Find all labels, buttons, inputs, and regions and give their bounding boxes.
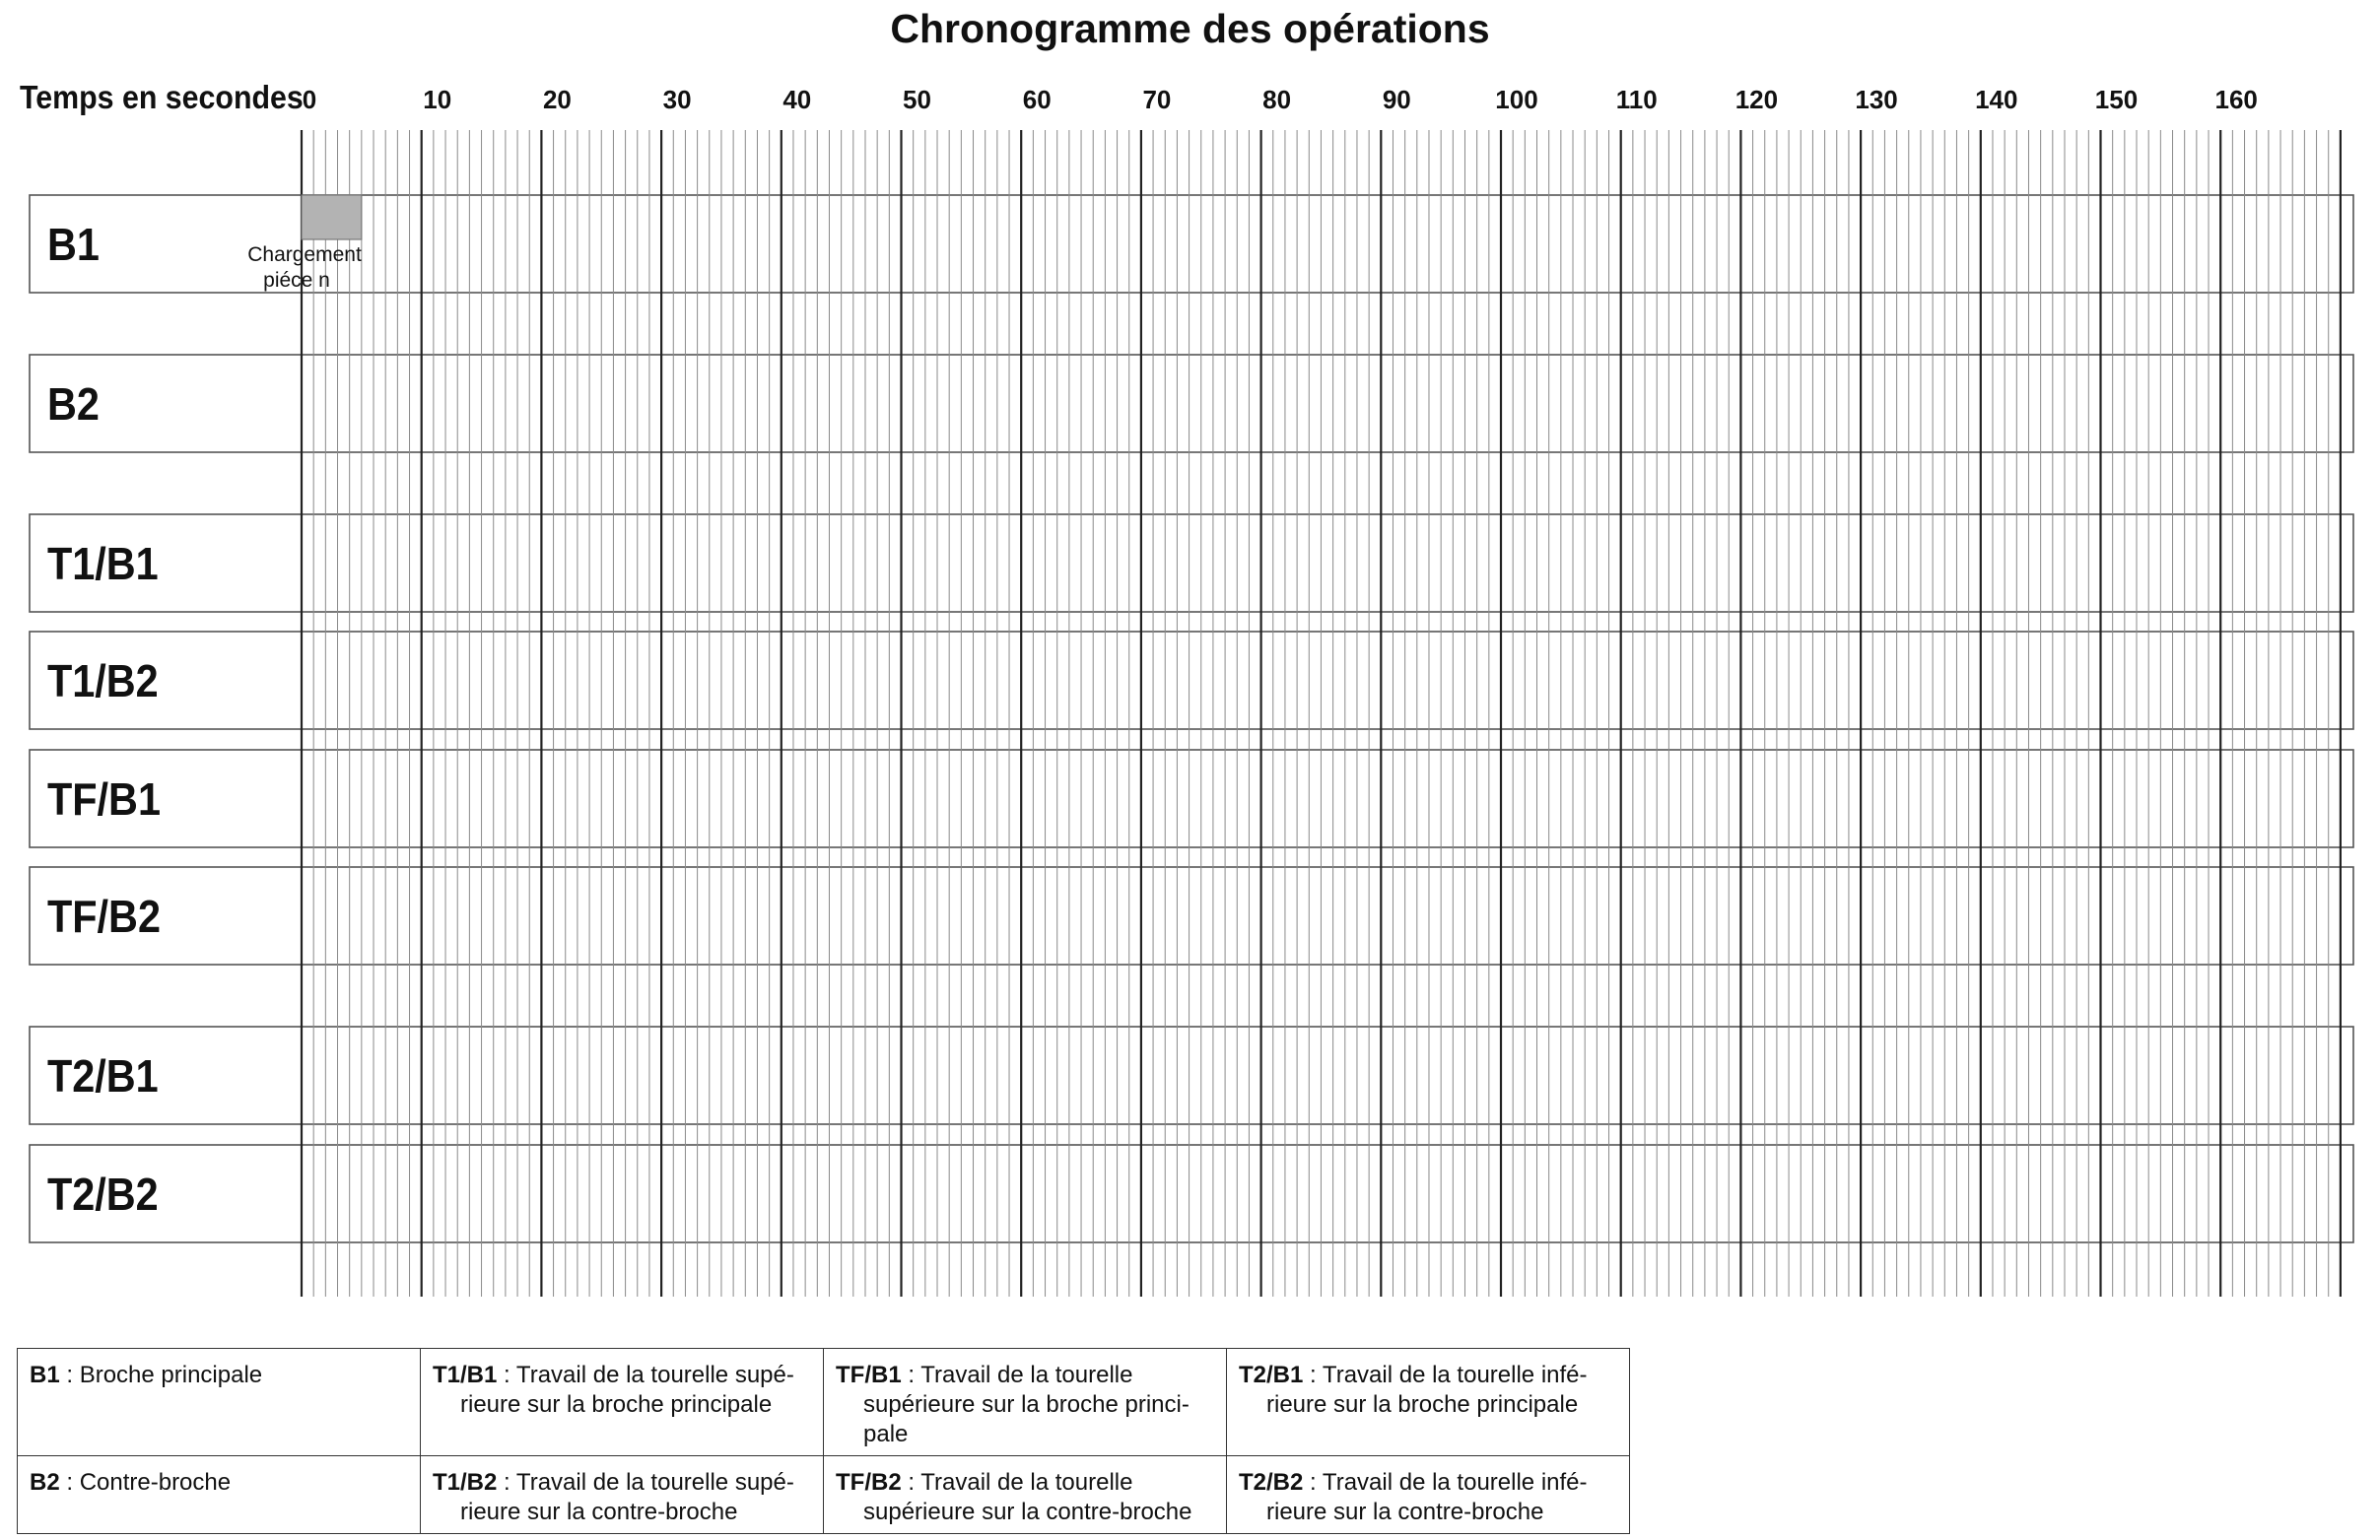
tick-label: 20 <box>542 85 572 114</box>
tick-label: 160 <box>2214 85 2258 114</box>
row-label: TF/B1 <box>47 774 161 826</box>
tick-labels <box>303 85 2258 114</box>
row-label: T1/B2 <box>47 656 159 707</box>
tick-label: 130 <box>1855 85 1898 114</box>
row-label: B2 <box>47 379 100 431</box>
tick-label: 50 <box>903 85 931 114</box>
legend-cell-tfb2 <box>824 1456 1227 1534</box>
axis-label: Temps en secondes <box>20 78 304 116</box>
legend-text: : Broche principale <box>59 1362 263 1388</box>
legend-cell-tfb1 <box>824 1349 1227 1456</box>
row-label: T2/B1 <box>47 1051 159 1103</box>
row-label: T1/B1 <box>47 539 159 590</box>
legend-text: : Travail de la tourelle supérieure sur la broche princi-pale <box>863 1362 1190 1447</box>
tick-label: 70 <box>1142 85 1172 114</box>
tick-label: 100 <box>1495 85 1538 114</box>
tick-label: 60 <box>1022 85 1052 114</box>
tick-label: 80 <box>1262 85 1292 114</box>
legend-row <box>18 1349 1630 1456</box>
row-label: T2/B2 <box>47 1170 159 1221</box>
legend-row <box>18 1456 1630 1534</box>
legend-cell-b1 <box>18 1349 421 1456</box>
chart-title: Chronogramme des opérations <box>890 6 1490 51</box>
legend-cell-t2b1 <box>1227 1349 1630 1456</box>
tick-label: 120 <box>1734 85 1779 114</box>
legend-code: T2/B2 <box>1239 1469 1304 1496</box>
tick-label: 30 <box>662 85 692 114</box>
time-grid <box>302 130 2341 1297</box>
legend-text: : Travail de la tourelle supé-rieure sur la broche principale <box>460 1362 794 1418</box>
tick-label: 10 <box>423 85 452 114</box>
legend-table <box>17 1348 1630 1534</box>
legend-code: B2 <box>30 1469 60 1496</box>
legend-code: T1/B2 <box>433 1469 498 1496</box>
bar-label: piéce n <box>263 269 330 292</box>
legend-cell-b2 <box>18 1456 421 1534</box>
tick-label: 40 <box>782 85 812 114</box>
operation-bars <box>247 195 362 292</box>
row-label: B1 <box>47 220 100 271</box>
tick-label: 150 <box>2094 85 2139 114</box>
tick-label: 140 <box>1975 85 2018 114</box>
legend-code: TF/B2 <box>836 1469 902 1496</box>
legend-code: T2/B1 <box>1239 1362 1304 1388</box>
tick-label: 110 <box>1615 85 1658 114</box>
legend-code: TF/B1 <box>836 1362 902 1388</box>
legend-text: : Travail de la tourelle supérieure sur la contre-broche <box>863 1469 1192 1525</box>
tick-label: 0 <box>302 85 317 114</box>
legend-cell-t2b2 <box>1227 1456 1630 1534</box>
legend-text: : Travail de la tourelle infé-rieure sur la contre-broche <box>1266 1469 1588 1525</box>
legend-cell-t1b2 <box>421 1456 824 1534</box>
legend-code: B1 <box>30 1362 60 1388</box>
bar-label: Chargement <box>247 243 362 266</box>
legend-cell-t1b1 <box>421 1349 824 1456</box>
legend-text: : Travail de la tourelle supé-rieure sur la contre-broche <box>460 1469 794 1525</box>
operation-bar <box>302 195 362 239</box>
legend-text: : Travail de la tourelle infé-rieure sur la broche principale <box>1266 1362 1588 1418</box>
tick-label: 90 <box>1382 85 1411 114</box>
legend-code: T1/B1 <box>433 1362 498 1388</box>
legend-text: : Contre-broche <box>59 1469 232 1496</box>
row-label: TF/B2 <box>47 892 161 943</box>
